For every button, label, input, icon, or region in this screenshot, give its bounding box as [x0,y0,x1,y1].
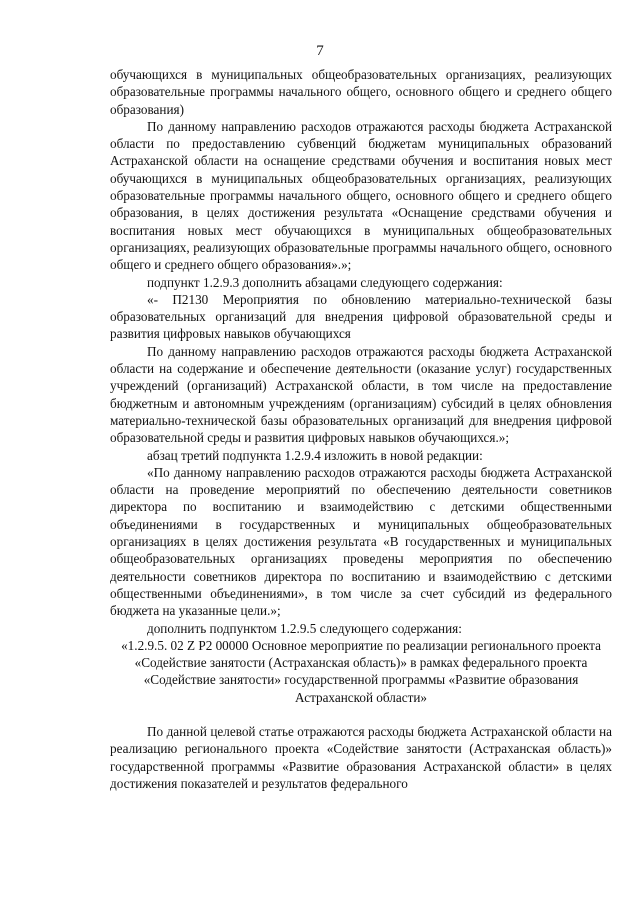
paragraph-subclause-1-2-9-5: дополнить подпунктом 1.2.9.5 следующего содержания: [147,620,462,636]
paragraph-subclause-1-2-9-3: подпункт 1.2.9.3 дополнить абзацами следующего содержания: [147,274,503,290]
page-number: 7 [316,43,324,59]
paragraph-p2130-title: «- П2130 Мероприятия по обновлению материально-технической базы образовательных организаций для внедрения цифровой образовательной среды и развития цифровых навыков обучающихся [110,291,612,342]
paragraph-target-article: По данной целевой статье отражаются расходы бюджета Астраханской области на реализацию регионального проекта «Содействие занятости (Астраханская область)» государственной программы «Развитие образования Астраханской области» в целях достижения показателей и результатов федерального [110,723,612,791]
paragraph-subclause-1-2-9-4: абзац третий подпункта 1.2.9.4 изложить в новой редакции: [147,447,483,463]
paragraph-p2130-description: По данному направлению расходов отражаются расходы бюджета Астраханской области на содержание и обеспечение деятельности (оказание услуг) государственных учреждений (организаций) Астраханской области, в том числе на предоставление бюджетным и автономным учреждениям (организациям) субсидий в целях обновления материально-технической базы образовательных организаций для внедрения цифровой образовательной среды и развития цифровых навыков обучающихся.»; [110,343,612,446]
paragraph-subvention-expenses: По данному направлению расходов отражаются расходы бюджета Астраханской области по предоставлению субвенций бюджетам муниципальных образований Астраханской области на оснащение средствами обучения и воспитания новых мест обучающихся в муниципальных общеобразовательных организациях, реализующих образовательные программы начального общего, основного общего и среднего общего образования, в целях достижения результата «Оснащение средствами обучения и воспитания новых мест обучающихся в муниципальных общеобразовательных организациях, реализующих образовательные программы начального общего, основного общего и среднего общего образования».»; [110,118,612,273]
section-heading-1-2-9-5: «1.2.9.5. 02 Z P2 00000 Основное мероприятие по реализации регионального проекта «Содействие занятости (Астраханская область)» в рамках федерального проекта «Содействие занятости» государственной программы «Развитие образования Астраханской области» [121,637,601,705]
document-body [110,66,612,792]
paragraph-advisors-expenses: «По данному направлению расходов отражаются расходы бюджета Астраханской области на проведение мероприятий по обеспечению деятельности советников директора по воспитанию и взаимодействию с детскими общественными объединениями в государственных и муниципальных общеобразовательных организациях в целях достижения результата «В государственных и муниципальных общеобразовательных организациях проведены мероприятия по обеспечению деятельности советников директора по воспитанию и взаимодействию с детскими общественными объединениями», в том числе за счет субсидий из федерального бюджета на указанные цели.»; [110,464,612,619]
paragraph-continuation: обучающихся в муниципальных общеобразовательных организациях, реализующих образовательные программы начального общего, основного общего и среднего общего образования) [110,67,612,117]
